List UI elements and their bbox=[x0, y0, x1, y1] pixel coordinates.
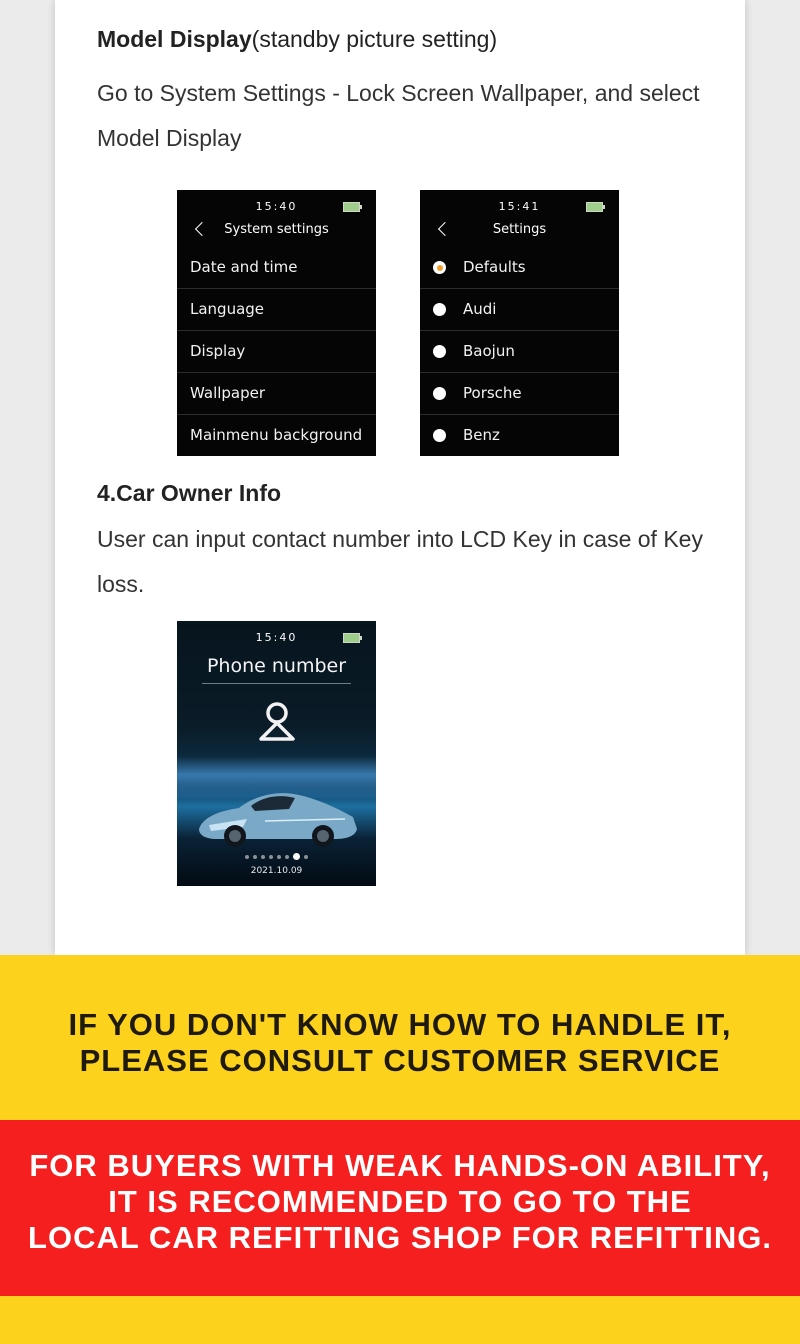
page-dot bbox=[261, 855, 265, 859]
option-porsche[interactable] bbox=[420, 373, 619, 415]
radio-icon[interactable] bbox=[433, 387, 446, 400]
car-owner-info-line2: loss. bbox=[97, 571, 145, 597]
model-display-instructions-line2: Model Display bbox=[97, 125, 242, 151]
screen-header bbox=[177, 220, 376, 246]
page-dot bbox=[277, 855, 281, 859]
consult-service-banner bbox=[0, 955, 800, 1120]
car-owner-info-heading: 4.Car Owner Info bbox=[97, 480, 282, 506]
menu-item-wallpaper[interactable]: Wallpaper bbox=[177, 373, 376, 415]
status-bar bbox=[177, 200, 376, 214]
sports-car-image bbox=[195, 781, 360, 851]
page-indicator bbox=[177, 853, 376, 860]
menu-item-language[interactable]: Language bbox=[177, 289, 376, 331]
status-clock: 15:40 bbox=[255, 200, 298, 213]
option-label: Audi bbox=[463, 300, 497, 318]
model-display-heading bbox=[97, 26, 497, 53]
screen-title: Settings bbox=[492, 222, 547, 237]
status-bar bbox=[420, 200, 619, 214]
system-settings-menu bbox=[177, 247, 376, 456]
banner-line: PLEASE CONSULT CUSTOMER SERVICE bbox=[79, 1043, 721, 1078]
refitting-shop-banner bbox=[0, 1120, 800, 1296]
divider bbox=[202, 683, 351, 684]
option-label: Baojun bbox=[463, 342, 515, 360]
page-dot bbox=[253, 855, 257, 859]
model-display-subtitle: (standby picture setting) bbox=[251, 26, 498, 52]
page-dot bbox=[285, 855, 289, 859]
model-settings-screenshot bbox=[420, 190, 619, 456]
banner-line: LOCAL CAR REFITTING SHOP FOR REFITTING. bbox=[28, 1220, 772, 1255]
screen-title: System settings bbox=[224, 222, 329, 237]
option-baojun[interactable] bbox=[420, 331, 619, 373]
menu-item-mainmenu-background[interactable]: Mainmenu background bbox=[190, 426, 363, 444]
model-options-list bbox=[420, 247, 619, 456]
banner-line: IT IS RECOMMENDED TO GO TO THE bbox=[108, 1184, 692, 1219]
option-label: Benz bbox=[463, 426, 500, 444]
menu-item-date-and-time[interactable]: Date and time bbox=[177, 247, 376, 289]
system-settings-screenshot bbox=[177, 190, 376, 456]
radio-icon[interactable] bbox=[433, 429, 446, 442]
car-owner-info-line1: User can input contact number into LCD Key in case of Key bbox=[97, 526, 703, 552]
radio-icon[interactable] bbox=[433, 345, 446, 358]
phone-number-title: Phone number bbox=[206, 655, 347, 677]
model-display-instructions-line1: Go to System Settings - Lock Screen Wallpaper, and select bbox=[97, 80, 700, 106]
option-label: Defaults bbox=[463, 258, 526, 276]
phone-date: 2021.10.09 bbox=[250, 866, 303, 876]
status-clock: 15:41 bbox=[498, 200, 541, 213]
battery-icon bbox=[343, 633, 360, 643]
battery-icon bbox=[343, 202, 360, 212]
model-display-title: Model Display bbox=[97, 26, 252, 52]
option-label: Porsche bbox=[463, 384, 522, 402]
status-clock: 15:40 bbox=[255, 631, 298, 644]
phone-number-screenshot bbox=[177, 621, 376, 886]
option-defaults[interactable] bbox=[420, 247, 619, 289]
radio-selected-icon[interactable] bbox=[433, 261, 446, 274]
page-dot bbox=[269, 855, 273, 859]
page-dot bbox=[245, 855, 249, 859]
option-benz[interactable] bbox=[420, 415, 619, 456]
banner-line: FOR BUYERS WITH WEAK HANDS-ON ABILITY, bbox=[29, 1148, 771, 1183]
radio-icon[interactable] bbox=[433, 303, 446, 316]
status-bar bbox=[177, 631, 376, 645]
screen-header bbox=[420, 220, 619, 246]
banner-line: IF YOU DON'T KNOW HOW TO HANDLE IT, bbox=[68, 1007, 732, 1042]
person-icon bbox=[257, 701, 297, 743]
footer-band bbox=[0, 1296, 800, 1344]
battery-icon bbox=[586, 202, 603, 212]
page-dot-active bbox=[293, 853, 300, 860]
page-dot bbox=[304, 855, 308, 859]
menu-item-display[interactable]: Display bbox=[177, 331, 376, 373]
option-audi[interactable] bbox=[420, 289, 619, 331]
